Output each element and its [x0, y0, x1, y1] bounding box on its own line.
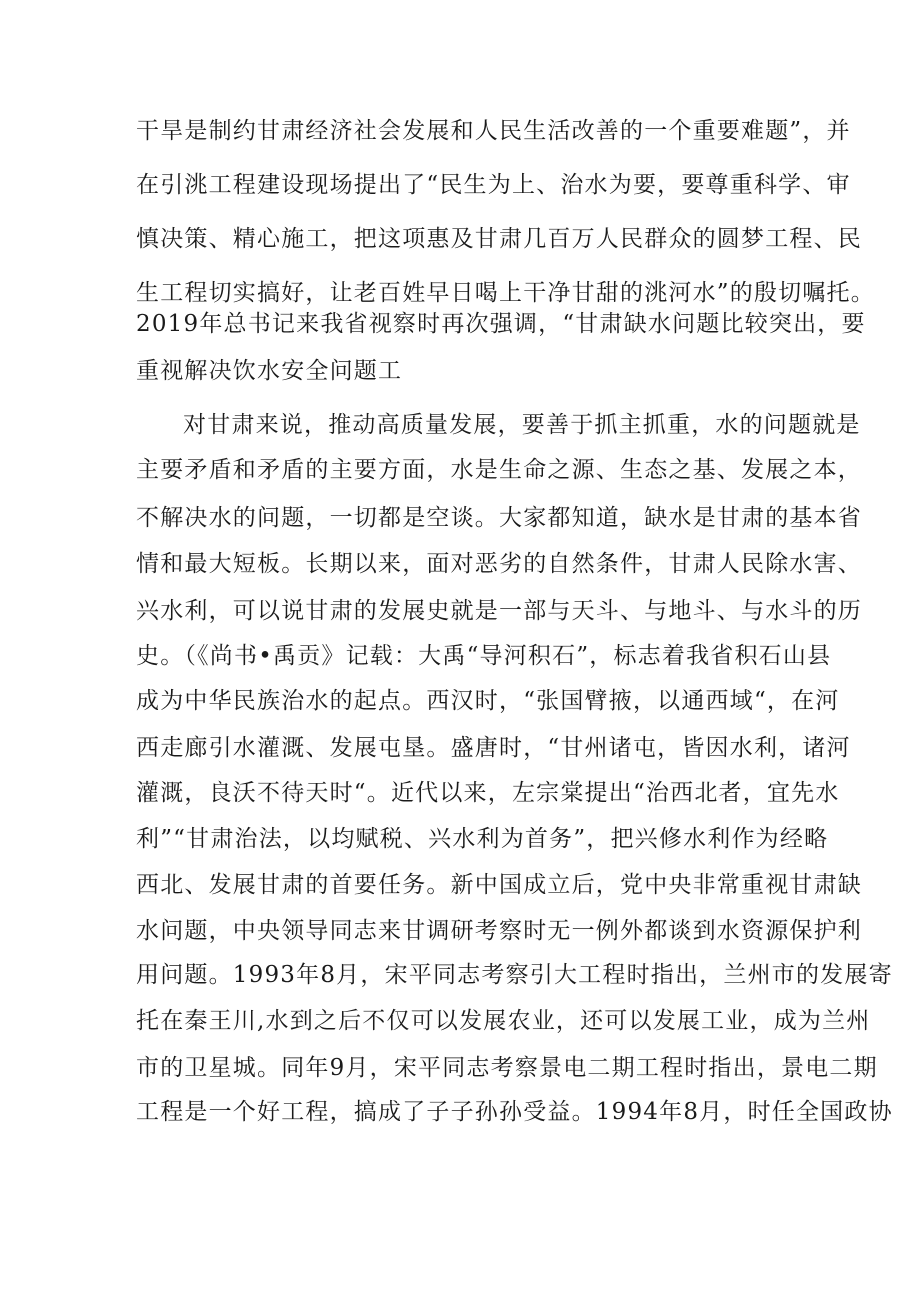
- text-line: 史。（《尚书•禹贡》记载：大禹“导河积石”，标志着我省积石山县: [136, 643, 832, 669]
- text-line: 成为中华民族治水的起点。西汉时，“张国臂掖，以通西域“，在河: [136, 688, 840, 714]
- text-line: 干旱是制约甘肃经济社会发展和人民生活改善的一个重要难题”，并: [136, 118, 851, 144]
- text-line: 工程是一个好工程，搞成了子子孙孙受益。1994年8月，时任全国政协: [136, 1099, 893, 1125]
- text-line: 重视解决饮水安全问题工: [136, 358, 403, 384]
- text-line: 主要矛盾和矛盾的主要方面，水是生命之源、生态之基、发展之本，: [136, 457, 862, 483]
- text-line: 利”“甘肃治法，以均赋税、兴水利为首务”，把兴修水利作为经略: [136, 826, 829, 852]
- text-line: 水问题，中央领导同志来甘调研考察时无一例外都谈到水资源保护利: [136, 918, 862, 944]
- text-line: 2019年总书记来我省视察时再次强调，“甘肃缺水问题比较突出，要: [136, 311, 866, 337]
- text-line: 不解决水的问题，一切都是空谈。大家都知道，缺水是甘肃的基本省: [136, 505, 862, 531]
- text-line: 托在秦王川,水到之后不仅可以发展农业，还可以发展工业，成为兰州: [136, 1008, 871, 1034]
- text-line: 西北、发展甘肃的首要任务。新中国成立后，党中央非常重视甘肃缺: [136, 872, 862, 898]
- text-line: 慎决策、精心施工，把这项惠及甘肃几百万人民群众的圆梦工程、民: [136, 226, 862, 252]
- text-line: 市的卫星城。同年9月，宋平同志考察景电二期工程时指出，景电二期: [136, 1055, 878, 1081]
- text-line: 兴水利，可以说甘肃的发展史就是一部与天斗、与地斗、与水斗的历: [136, 598, 862, 624]
- text-line: 灌溉，良沃不待天时“。近代以来，左宗棠提出“治西北者，宜先水: [136, 780, 840, 806]
- text-line: 西走廊引水灌溉、发展屯垦。盛唐时，“甘州诸屯，皆因水利，诸河: [136, 735, 851, 761]
- text-line: 在引洮工程建设现场提出了“民生为上、治水为要，要尊重科学、审: [136, 172, 851, 198]
- text-line: 用问题。1993年8月，宋平同志考察引大工程时指出，兰州市的发展寄: [136, 962, 893, 988]
- text-line: 情和最大短板。长期以来，面对恶劣的自然条件，甘肃人民除水害、: [136, 551, 862, 577]
- paragraph-first-line: 对甘肃来说，推动高质量发展，要善于抓主抓重，水的问题就是: [183, 412, 861, 438]
- text-line: 生工程切实搞好，让老百姓早日喝上干净甘甜的洮河水”的殷切嘱托。: [136, 280, 875, 306]
